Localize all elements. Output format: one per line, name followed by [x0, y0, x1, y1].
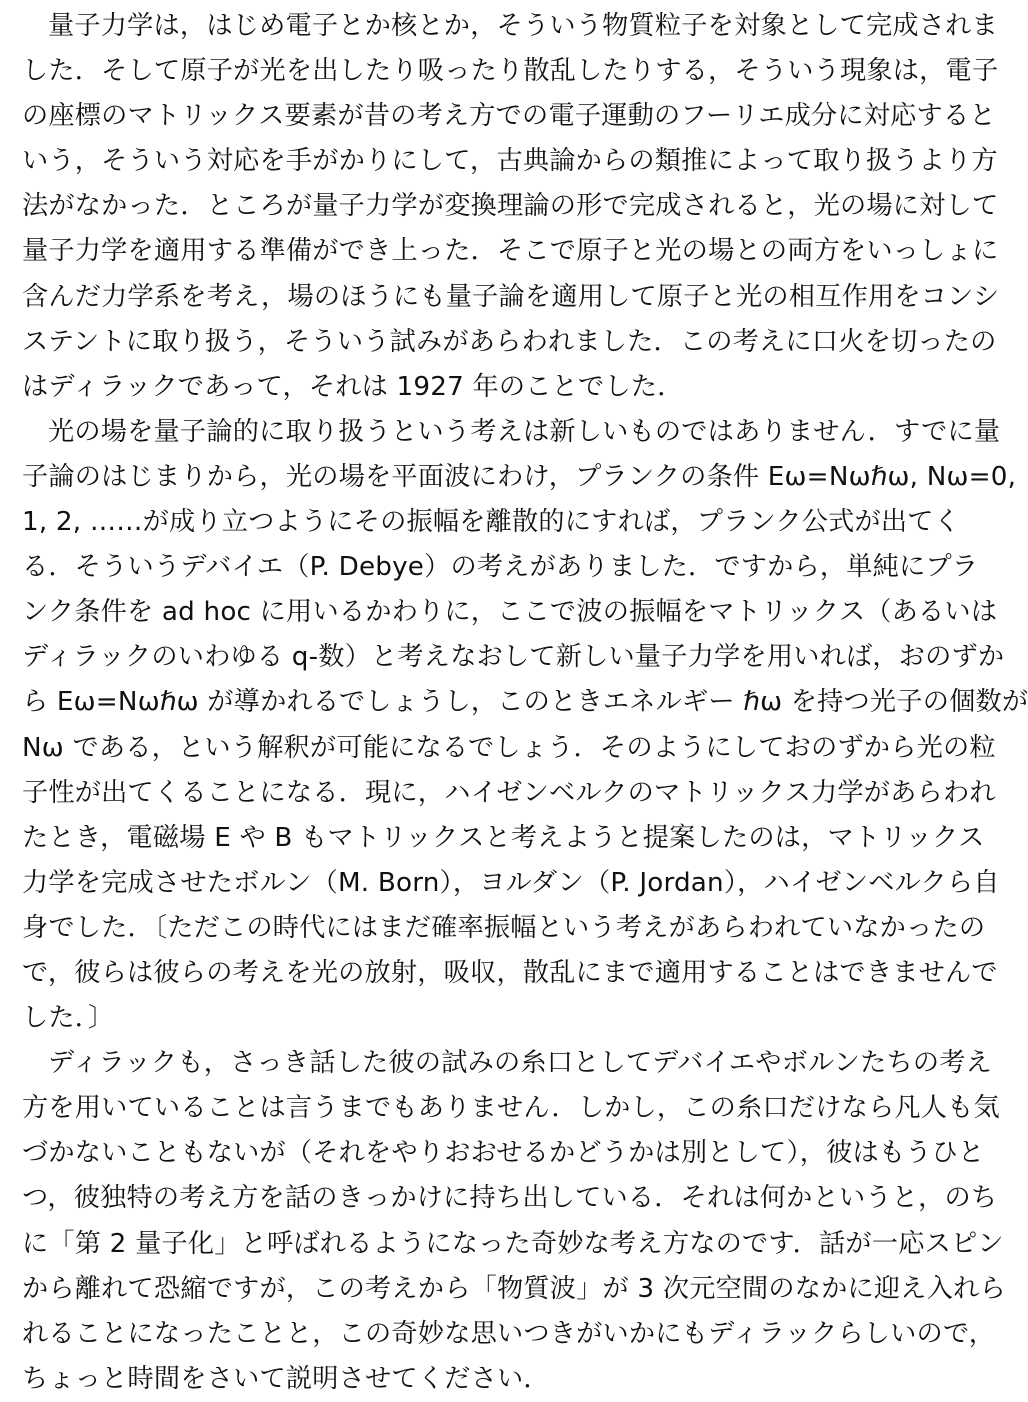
text-line: はディラックであって，それは 1927 年のことでした．: [22, 371, 684, 402]
text-line: いう，そういう対応を手がかりにして，古典論からの類推によって取り扱うより方: [22, 146, 998, 177]
text-line: ちょっと時間をさいて説明させてください．: [22, 1363, 550, 1394]
text-line: つ，彼独特の考え方を話のきっかけに持ち出している．それは何かというと，のち: [22, 1183, 998, 1214]
text-line: 光の場を量子論的に取り扱うという考えは新しいものではありません．すでに量: [48, 416, 1001, 447]
text-line: 子論のはじまりから，光の場を平面波にわけ，プランクの条件 Eω=Nωℏω, Nω=0,: [22, 461, 1017, 492]
text-line: から離れて恐縮ですが，この考えから「物質波」が 3 次元空間のなかに迎え入れら: [22, 1273, 1006, 1304]
text-line: Nω である，という解釈が可能になるでしょう．そのようにしておのずから光の粒: [22, 732, 996, 763]
text-line: した．〕: [22, 1003, 115, 1034]
text-line: ディラックも，さっき話した彼の試みの糸口としてデバイエやボルンたちの考え: [48, 1048, 993, 1079]
text-line: に「第 2 量子化」と呼ばれるようになった奇妙な考え方なのです．話が一応スピン: [22, 1228, 1004, 1259]
text-line: づかないこともないが（それをやりおおせるかどうかは別として），彼はもうひと: [22, 1138, 985, 1169]
text-line: る．そういうデバイエ（P. Debye）の考えがありました．ですから，単純にプラ: [22, 552, 979, 583]
text-line: 含んだ力学系を考え，場のほうにも量子論を適用して原子と光の相互作用をコンシ: [22, 281, 1000, 312]
text-line: で，彼らは彼らの考えを光の放射，吸収，散乱にまで適用することはできませんで: [22, 957, 998, 988]
text-line: 方を用いていることは言うまでもありません．しかし，この糸口だけなら凡人も気: [22, 1093, 1000, 1124]
text-line: ステントに取り扱う，そういう試みがあらわれました．この考えに口火を切ったの: [22, 326, 997, 357]
text-line: ンク条件を ad hoc に用いるかわりに，ここで波の振幅をマトリックス（あるいは: [22, 597, 998, 628]
text-line: した．そして原子が光を出したり吸ったり散乱したりする，そういう現象は，電子: [22, 56, 999, 87]
text-line: ディラックのいわゆる q-数）と考えなおして新しい量子力学を用いれば，おのずか: [22, 642, 1005, 673]
text-line: の座標のマトリックス要素が昔の考え方での電子運動のフーリエ成分に対応すると: [22, 101, 996, 132]
text-line: 1, 2, ……が成り立つようにその振幅を離散的にすれば，プランク公式が出てく: [22, 507, 961, 538]
text-line: 量子力学を適用する準備ができ上った．そこで原子と光の場との両方をいっしょに: [22, 236, 999, 267]
document-page: [22, 4, 1028, 1402]
text-line: 法がなかった．ところが量子力学が変換理論の形で完成されると，光の場に対して: [22, 191, 999, 222]
paragraph-1: [22, 4, 1000, 410]
paragraph-2: [22, 410, 1028, 1041]
text-line: ら Eω=Nωℏω が導かれるでしょうし，このときエネルギー ℏω を持つ光子の個数が: [22, 687, 1028, 718]
text-line: れることになったことと，この奇妙な思いつきがいかにもディラックらしいので，: [22, 1318, 996, 1349]
text-line: 量子力学は，はじめ電子とか核とか，そういう物質粒子を対象として完成されま: [48, 11, 998, 41]
paragraph-3: [22, 1041, 1006, 1402]
text-line: 身でした．〔ただこの時代にはまだ確率振幅という考えがあらわれていなかったの: [22, 912, 986, 943]
text-line: 子性が出てくることになる．現に，ハイゼンベルクのマトリックス力学があらわれ: [22, 777, 996, 808]
text-line: 力学を完成させたボルン（M. Born），ヨルダン（P. Jordan），ハイゼンベルクら自: [22, 867, 1000, 898]
text-line: たとき，電磁場 E や B もマトリックスと考えようと提案したのは，マトリックス: [22, 822, 985, 853]
